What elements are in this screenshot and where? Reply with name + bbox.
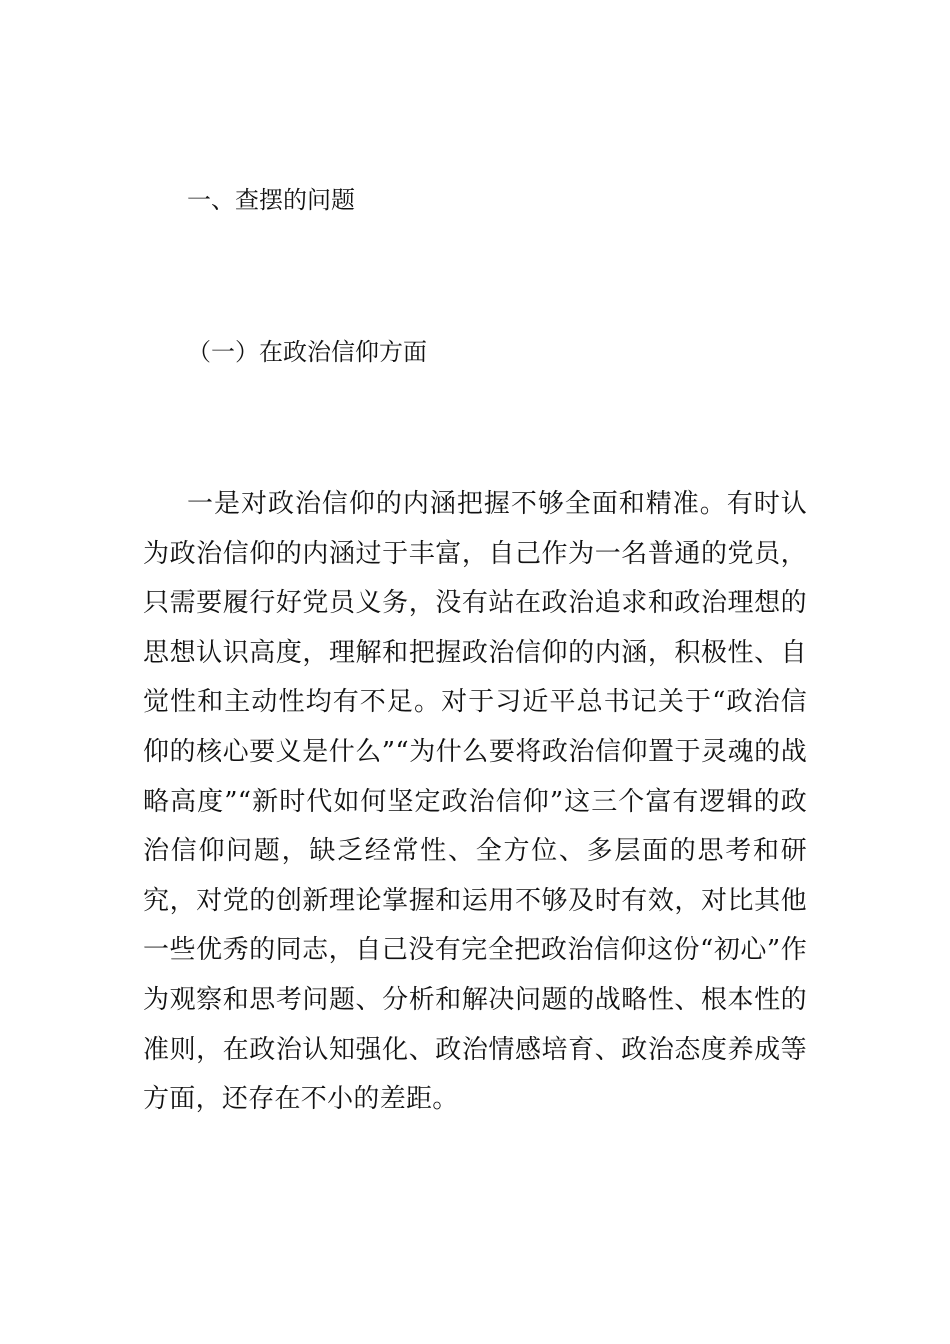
section-heading: 一、查摆的问题 — [187, 186, 355, 214]
subsection-heading: （一）在政治信仰方面 — [187, 338, 427, 366]
body-paragraph: 一是对政治信仰的内涵把握不够全面和精准。有时认为政治信仰的内涵过于丰富，自己作为一名普通的党员，只需要履行好党员义务，没有站在政治追求和政治理想的思想认识高度，理解和把握政治信仰的内涵，积极性、自觉性和主动性均有不足。对于习近平总书记关于“政治信仰的核心要义是什么”“为什么要将政治信仰置于灵魂的战略高度”“新时代如何坚定政治信仰”这三个富有逻辑的政治信仰问题，缺乏经常性、全方位、多层面的思考和研究，对党的创新理论掌握和运用不够及时有效，对比其他一些优秀的同志，自己没有完全把政治信仰这份“初心”作为观察和思考问题、分析和解决问题的战略性、根本性的准则，在政治认知强化、政治情感培育、政治态度养成等方面，还存在不小的差距。 — [143, 489, 807, 1115]
